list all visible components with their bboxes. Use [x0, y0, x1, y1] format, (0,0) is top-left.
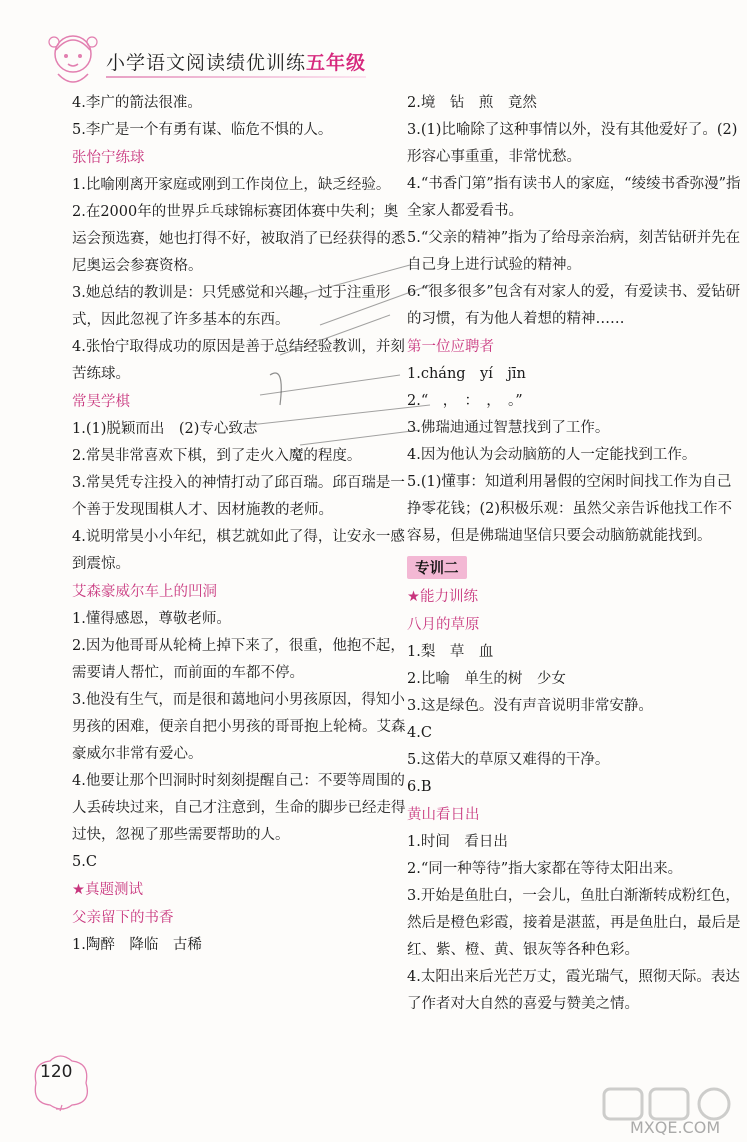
- answer-line: 5.李广是一个有勇有谋、临危不惧的人。: [72, 122, 333, 138]
- answer-line: 3.开始是鱼肚白，一会儿，鱼肚白渐渐转成粉红色，然后是橙色彩霞，接着是湛蓝，再是鱼肚白，最后是红、紫、橙、黄、银灰等各种色彩。: [407, 888, 741, 958]
- right-column: [407, 90, 742, 1018]
- answer-line: 6.“很多很多”包含有对家人的爱，有爱读书、爱钻研的习惯，有为他人着想的精神……: [407, 284, 741, 327]
- answer-line: 6.B: [407, 779, 432, 795]
- answer-line: 2.境 钻 煎 竟然: [407, 95, 537, 111]
- section-title: 第一位应聘者: [407, 339, 494, 355]
- unit-badge: 专训二: [407, 556, 467, 579]
- section-title: 常昊学棋: [72, 394, 130, 410]
- answer-line: 2.“同一种等待”指大家都在等待太阳出来。: [407, 861, 683, 877]
- answer-line: 5.C: [72, 854, 97, 870]
- answer-line: 1.陶醉 降临 古稀: [72, 937, 202, 953]
- book-title-text: 小学语文阅读绩优训练: [106, 52, 307, 74]
- answer-line: 1.比喻刚离开家庭或刚到工作岗位上，缺乏经验。: [72, 177, 391, 193]
- answer-line: 2.“ ， ： ， 。”: [407, 393, 523, 409]
- page-header: [0, 0, 747, 92]
- answer-line: 4.C: [407, 725, 432, 741]
- section-title: 父亲留下的书香: [72, 910, 174, 926]
- answer-line: 5.(1)懂事：知道利用暑假的空闲时间找工作为自己挣零花钱；(2)积极乐观：虽然父亲告诉他找工作不容易，但是佛瑞迪坚信只要会动脑筋就能找到。: [407, 474, 733, 544]
- answer-line: 2.常昊非常喜欢下棋，到了走火入魔的程度。: [72, 448, 362, 464]
- answer-line: 4.“书香门第”指有读书人的家庭，“绫绫书香弥漫”指全家人都爱看书。: [407, 176, 741, 219]
- watermark-text: MXQE.COM: [630, 1118, 721, 1137]
- section-title: 黄山看日出: [407, 807, 480, 823]
- section-title: 艾森豪威尔车上的凹洞: [72, 584, 217, 600]
- answer-line: 2.比喻 单生的树 少女: [407, 671, 566, 687]
- answer-line: 1.(1)脱颖而出 (2)专心致志: [72, 421, 258, 437]
- section-title: 八月的草原: [407, 617, 480, 633]
- answer-line: 3.他没有生气，而是很和蔼地问小男孩原因，得知小男孩的困难，便亲自把小男孩的哥哥抱上轮椅。艾森豪威尔非常有爱心。: [72, 692, 406, 762]
- answer-line: 4.他要让那个凹洞时时刻刻提醒自己：不要等周围的人丢砖块过来，自己才注意到，生命的脚步已经走得过快，忽视了那些需要帮助的人。: [72, 773, 406, 843]
- answer-line: 5.“父亲的精神”指为了给母亲治病，刻苦钻研并先在自己身上进行试验的精神。: [407, 230, 741, 273]
- answer-line: 4.李广的箭法很准。: [72, 95, 202, 111]
- answer-line: 1.梨 草 血: [407, 644, 494, 660]
- answer-line: 3.佛瑞迪通过智慧找到了工作。: [407, 420, 610, 436]
- answer-line: 4.太阳出来后光芒万丈，霞光瑞气，照彻天际。表达了作者对大自然的喜爱与赞美之情。: [407, 969, 740, 1012]
- book-title: [106, 48, 366, 75]
- answer-line: 2.在2000年的世界乒乓球锦标赛团体赛中失利；奥运会预选赛，她也打得不好，被取消了已经获得的悉尼奥运会参赛资格。: [72, 204, 406, 274]
- answer-line: 2.因为他哥哥从轮椅上掉下来了，很重，他抱不起，需要请人帮忙，而前面的车都不停。: [72, 638, 405, 681]
- page-number: 120: [40, 1062, 73, 1082]
- left-column: [72, 90, 407, 959]
- answer-line: 3.常昊凭专注投入的神情打动了邱百瑞。邱百瑞是一个善于发现围棋人才、因材施教的老师。: [72, 475, 405, 518]
- header-divider: [106, 76, 366, 78]
- star-heading: ★能力训练: [407, 589, 478, 605]
- answer-line: 1.懂得感恩，尊敬老师。: [72, 611, 231, 627]
- answer-line: 1.cháng yí jīn: [407, 366, 526, 382]
- answer-line: 3.(1)比喻除了这种事情以外，没有其他爱好了。(2)形容心事重重，非常忧愁。: [407, 122, 738, 165]
- grade-label: 五年级: [306, 52, 367, 74]
- answer-line: 3.她总结的教训是：只凭感觉和兴趣，过于注重形式，因此忽视了许多基本的东西。: [72, 285, 391, 328]
- answer-line: 5.这偌大的草原又难得的干净。: [407, 752, 610, 768]
- answer-line: 4.说明常昊小小年纪，棋艺就如此了得，让安永一感到震惊。: [72, 529, 405, 572]
- star-heading: ★真题测试: [72, 882, 143, 898]
- section-title: 张怡宁练球: [72, 150, 145, 166]
- answer-line: 4.因为他认为会动脑筋的人一定能找到工作。: [407, 447, 697, 463]
- answer-line: 4.张怡宁取得成功的原因是善于总结经验教训，并刻苦练球。: [72, 339, 405, 382]
- answer-line: 1.时间 看日出: [407, 834, 508, 850]
- cartoon-girl-icon: [44, 28, 102, 90]
- answer-line: 3.这是绿色。没有声音说明非常安静。: [407, 698, 653, 714]
